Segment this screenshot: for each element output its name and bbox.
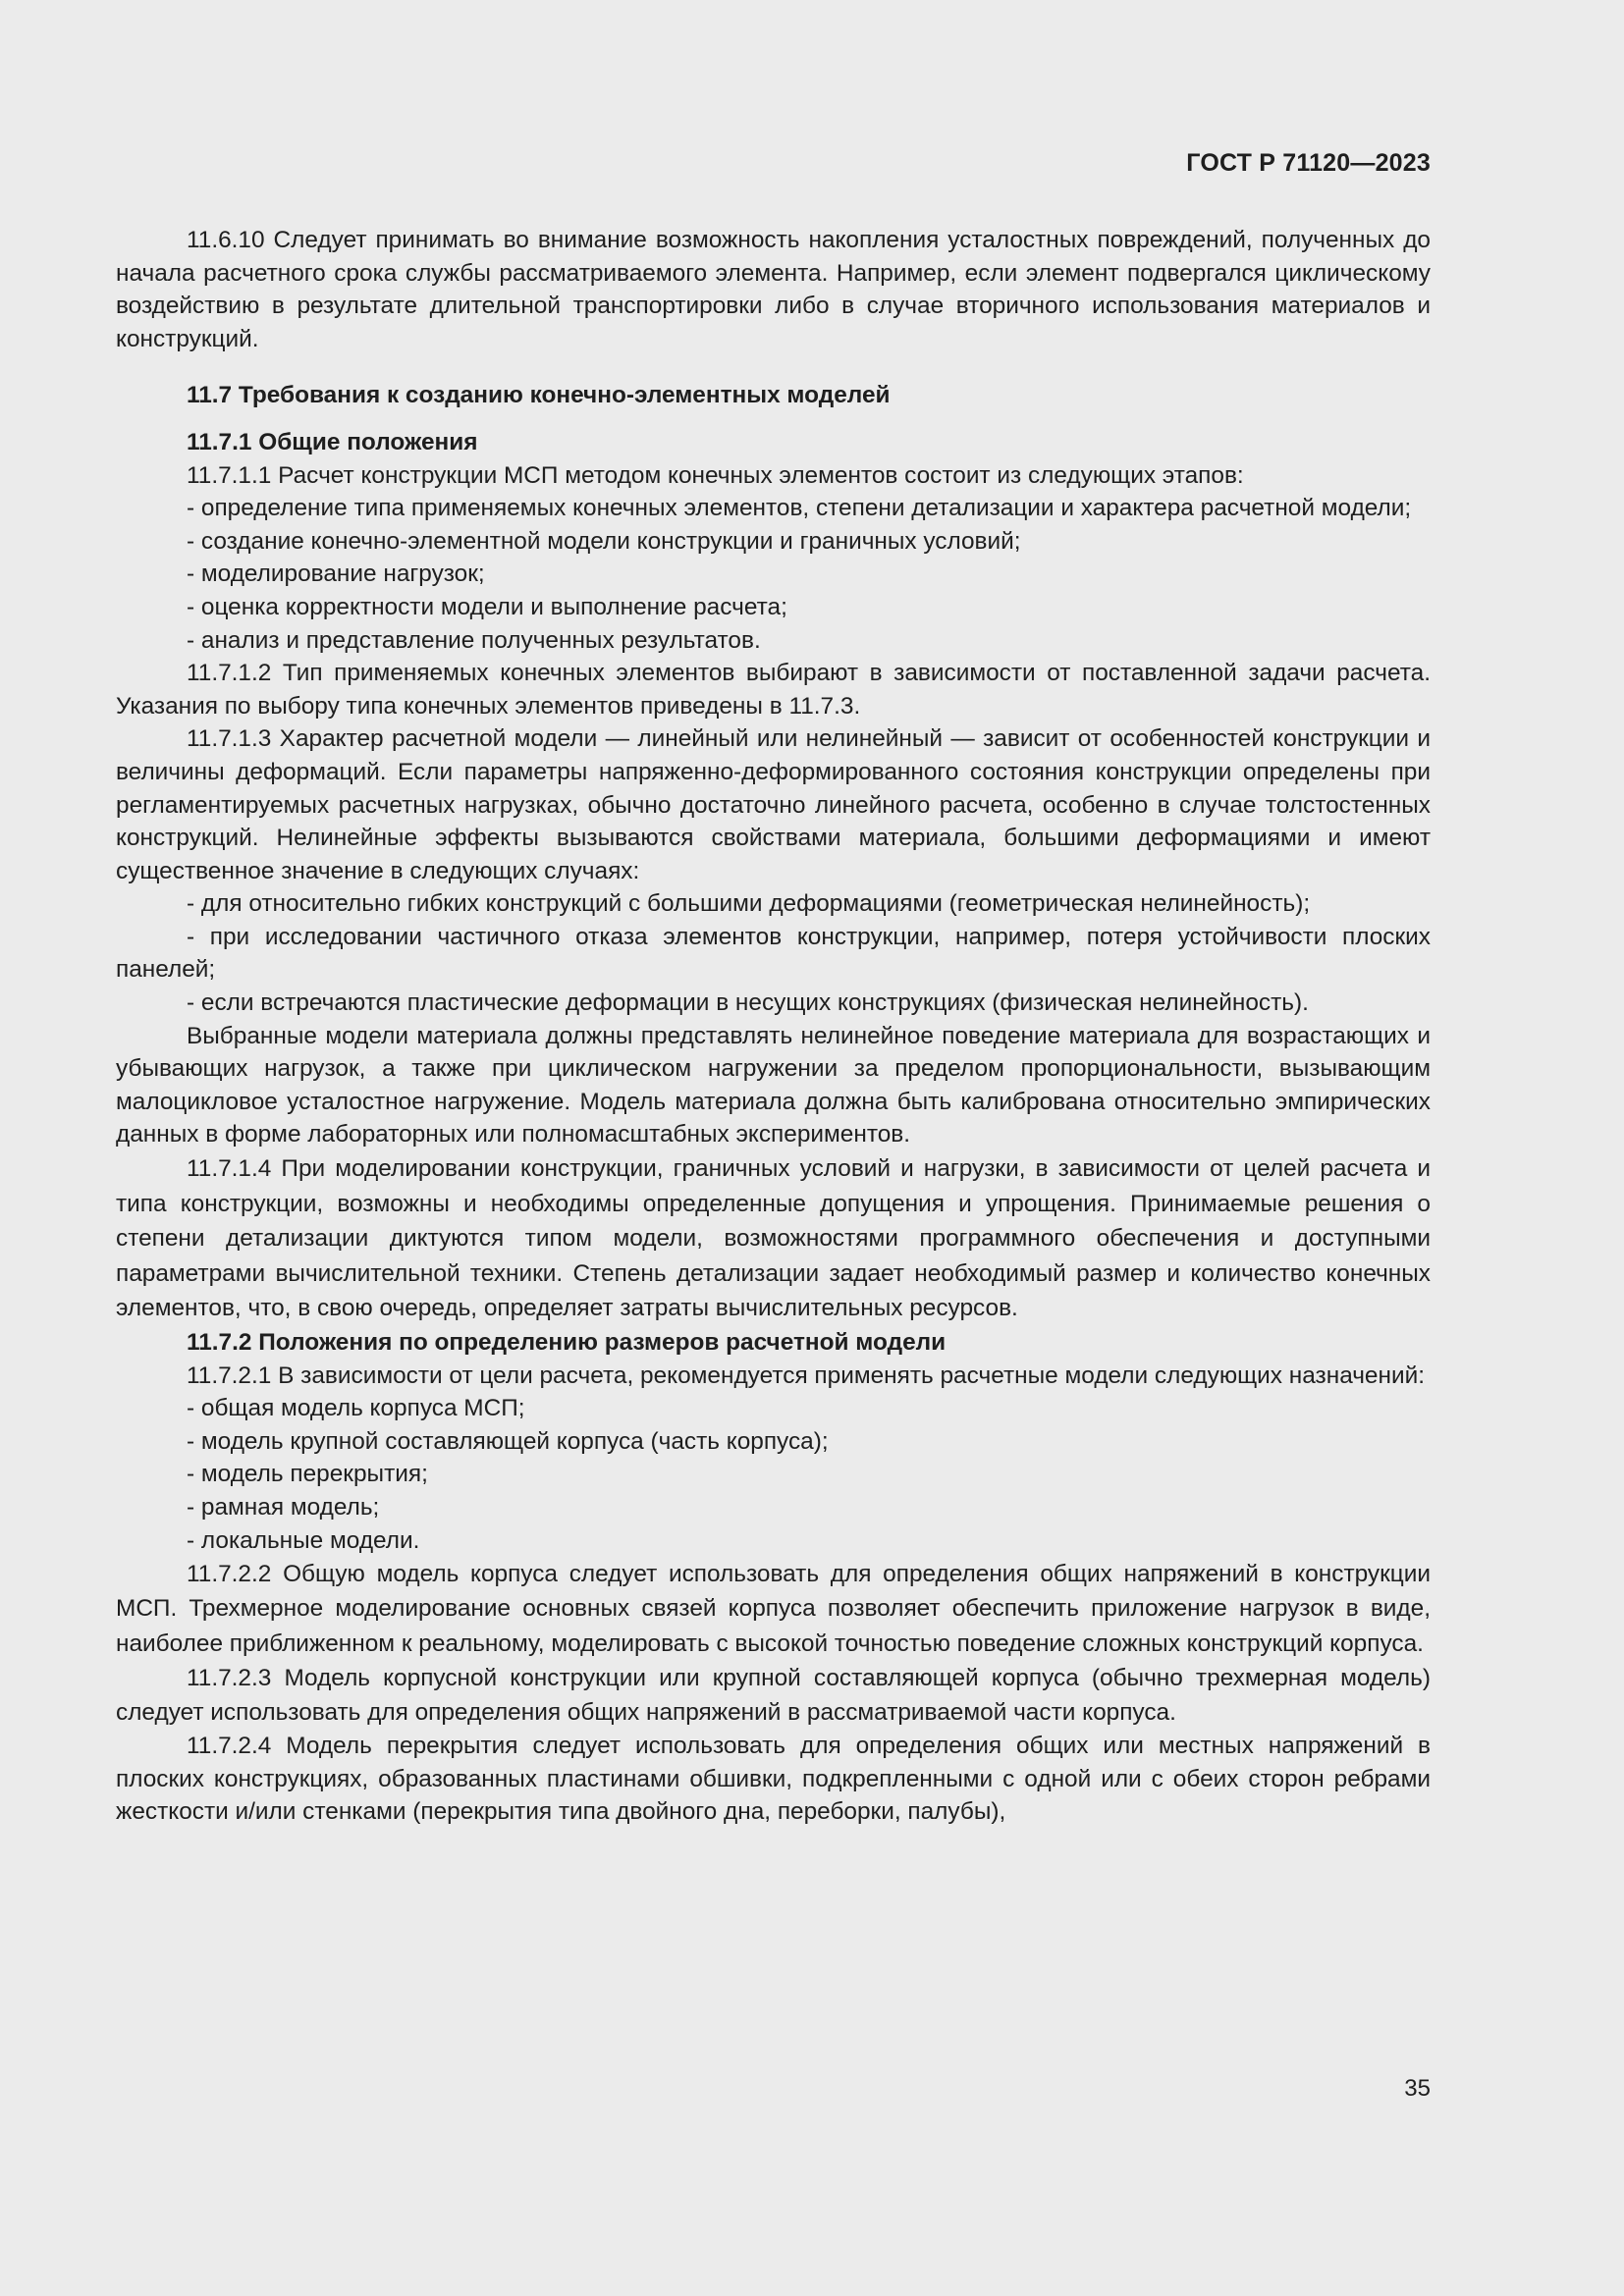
page-number: 35 bbox=[1404, 2075, 1431, 2102]
list-item: - определение типа применяемых конечных элементов, степени детализации и характера расчетной модели; bbox=[187, 495, 1412, 522]
list-item: - общая модель корпуса МСП; bbox=[187, 1395, 525, 1422]
list-item: - рамная модель; bbox=[187, 1493, 380, 1521]
document-body bbox=[116, 224, 1431, 1829]
list-item: - локальные модели. bbox=[187, 1526, 420, 1554]
list-item: - анализ и представление полученных результатов. bbox=[187, 626, 761, 654]
paragraph-material-models: Выбранные модели материала должны представлять нелинейное поведение материала для возрастающих и убывающих нагрузок, а также при циклическом нагружении за пределом пропорциональности, вызывающим малоцикловое усталостное нагружение. Модель материала должна быть калибрована относительно эмпирических данных в форме лабораторных или полномасштабных экспериментов. bbox=[116, 1022, 1431, 1148]
section-heading-11-7: 11.7 Требования к созданию конечно-элементных моделей bbox=[187, 382, 891, 409]
list-item: - оценка корректности модели и выполнение расчета; bbox=[187, 593, 787, 620]
section-heading-11-7-1: 11.7.1 Общие положения bbox=[187, 428, 478, 455]
section-heading-11-7-2: 11.7.2 Положения по определению размеров расчетной модели bbox=[187, 1329, 947, 1356]
list-item: - модель крупной составляющей корпуса (часть корпуса); bbox=[187, 1427, 829, 1455]
paragraph-11-7-2-2: 11.7.2.2 Общую модель корпуса следует использовать для определения общих напряжений в конструкции МСП. Трехмерное моделирование основных связей корпуса позволяет обеспечить приложение нагрузок в виде, наиболее приближенном к реальному, моделировать с высокой точностью поведение сложных конструкций корпуса. bbox=[116, 1561, 1431, 1657]
paragraph-11-7-1-3: 11.7.1.3 Характер расчетной модели — линейный или нелинейный — зависит от особенностей конструкции и величины деформаций. Если параметры напряженно-деформированного состояния конструкции определены при регламентируемых расчетных нагрузках, обычно достаточно линейного расчета, особенно в случае толстостенных конструкций. Нелинейные эффекты вызываются свойствами материала, большими деформациями и имеют существенное значение в следующих случаях: bbox=[116, 725, 1431, 884]
list-item: - если встречаются пластические деформации в несущих конструкциях (физическая нелинейность). bbox=[187, 989, 1309, 1017]
paragraph-11-7-2-3: 11.7.2.3 Модель корпусной конструкции или крупной составляющей корпуса (обычно трехмерная модель) следует использовать для определения общих напряжений в рассматриваемой части корпуса. bbox=[116, 1664, 1431, 1726]
paragraph-11-7-1-1: 11.7.1.1 Расчет конструкции МСП методом конечных элементов состоит из следующих этапов: bbox=[187, 461, 1244, 489]
paragraph-11-7-1-4: 11.7.1.4 При моделировании конструкции, граничных условий и нагрузки, в зависимости от целей расчета и типа конструкции, возможны и необходимы определенные допущения и упрощения. Принимаемые решения о степени детализации диктуются типом модели, возможностями программного обеспечения и доступными параметрами вычислительной техники. Степень детализации задает необходимый размер и количество конечных элементов, что, в свою очередь, определяет затраты вычислительных ресурсов. bbox=[116, 1155, 1431, 1322]
paragraph-11-7-2-1: 11.7.2.1 В зависимости от цели расчета, рекомендуется применять расчетные модели следующих назначений: bbox=[187, 1362, 1425, 1389]
list-item: - для относительно гибких конструкций с большими деформациями (геометрическая нелинейность); bbox=[187, 890, 1311, 918]
document-header-id: ГОСТ Р 71120—2023 bbox=[1186, 149, 1431, 177]
list-item: - при исследовании частичного отказа элементов конструкции, например, потеря устойчивости плоских панелей; bbox=[116, 923, 1431, 984]
list-item: - создание конечно-элементной модели конструкции и граничных условий; bbox=[187, 527, 1021, 555]
list-item: - моделирование нагрузок; bbox=[187, 561, 485, 588]
list-item: - модель перекрытия; bbox=[187, 1461, 428, 1488]
paragraph-11-6-10: 11.6.10 Следует принимать во внимание возможность накопления усталостных повреждений, полученных до начала расчетного срока службы рассматриваемого элемента. Например, если элемент подвергался циклическому воздействию в результате длительной транспортировки либо в случае вторичного использования материалов и конструкций. bbox=[116, 227, 1431, 352]
paragraph-11-7-2-4: 11.7.2.4 Модель перекрытия следует использовать для определения общих или местных напряжений в плоских конструкциях, образованных пластинами обшивки, подкрепленными с одной или с обеих сторон ребрами жесткости и/или стенками (перекрытия типа двойного дна, переборки, палубы), bbox=[116, 1733, 1431, 1826]
paragraph-11-7-1-2: 11.7.1.2 Тип применяемых конечных элементов выбирают в зависимости от поставленной задачи расчета. Указания по выбору типа конечных элементов приведены в 11.7.3. bbox=[116, 660, 1431, 720]
